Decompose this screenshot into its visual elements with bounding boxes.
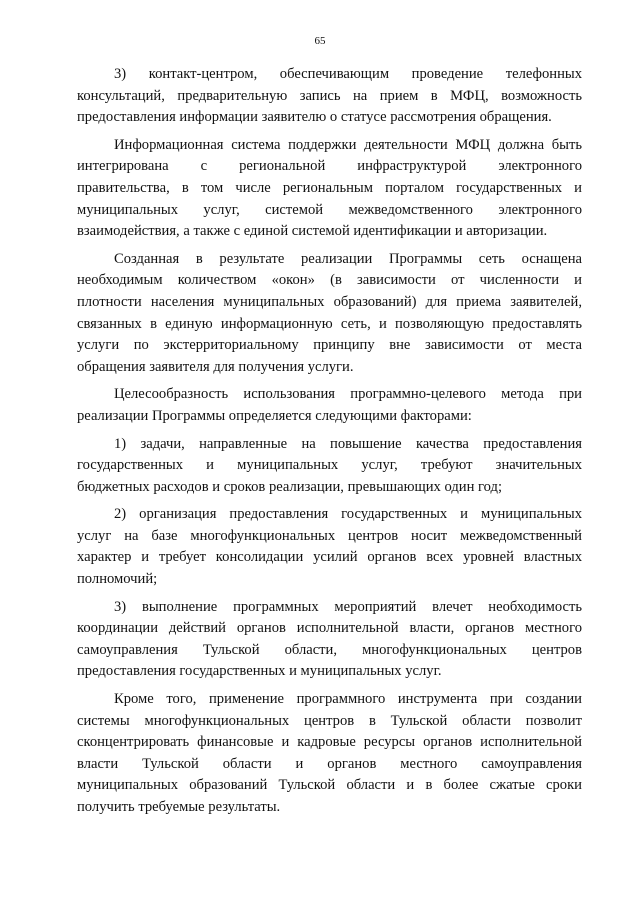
text-line: Информационная система поддержки деятельности МФЦ должна быть [114, 136, 582, 153]
paragraph-program-method [77, 384, 582, 427]
text-line: взаимодействия, а также с единой системой идентификации и авторизации. [77, 223, 548, 240]
text-line: консультаций, предварительную запись на прием в МФЦ, возможность [77, 87, 582, 104]
paragraph-program-instrument [77, 689, 582, 819]
text-line: плотности населения муниципальных образований) для приема заявителей, [77, 293, 582, 310]
text-line: 1) задачи, направленные на повышение качества предоставления [114, 435, 582, 452]
text-line: Целесообразность использования программно-целевого метода при [114, 386, 582, 403]
paragraph-factor-1 [77, 434, 582, 499]
text-line: Созданная в результате реализации Программы сеть оснащена [114, 250, 582, 267]
text-line: системы многофункциональных центров в Тульской области позволит [77, 712, 582, 729]
text-line: 3) выполнение программных мероприятий влечет необходимость [114, 598, 582, 615]
text-line: 2) организация предоставления государственных и муниципальных [114, 506, 582, 523]
text-line: услуг на базе многофункциональных центров носит межведомственный [77, 527, 582, 544]
text-line: координации действий органов исполнительной власти, органов местного [77, 620, 582, 637]
text-line: характер и требует консолидации усилий органов всех уровней властных [77, 549, 582, 566]
document-body [77, 64, 582, 825]
text-line: связанных в единую информационную сеть, и позволяющую предоставлять [77, 315, 582, 332]
text-line: муниципальных образований Тульской области и в более сжатые сроки [77, 777, 582, 794]
text-line: полномочий; [77, 571, 158, 588]
text-line: интегрирована с региональной инфраструктурой электронного [77, 158, 582, 175]
text-line: 3) контакт-центром, обеспечивающим проведение телефонных [114, 66, 582, 82]
paragraph-network [77, 249, 582, 379]
text-line: обращения заявителя для получения услуги. [77, 358, 354, 375]
text-line: необходимым количеством «окон» (в зависимости от численности и [77, 272, 582, 289]
paragraph-contact-center [77, 64, 582, 129]
text-line: получить требуемые результаты. [77, 799, 281, 815]
text-line: сконцентрировать финансовые и кадровые ресурсы органов исполнительной [77, 734, 582, 751]
text-line: самоуправления Тульской области, многофункциональных центров [77, 641, 582, 658]
text-line: услуги по экстерриториальному принципу вне зависимости от места [77, 337, 582, 354]
text-line: предоставления государственных и муниципальных услуг. [77, 663, 442, 680]
text-line: Кроме того, применение программного инструмента при создании [114, 691, 582, 708]
text-line: бюджетных расходов и сроков реализации, превышающих один год; [77, 478, 503, 495]
text-line: реализации Программы определяется следующими факторами: [77, 407, 472, 424]
text-line: предоставления информации заявителю о статусе рассмотрения обращения. [77, 109, 552, 126]
paragraph-factor-2 [77, 504, 582, 590]
text-line: муниципальных услуг, системой межведомственного электронного [77, 201, 582, 218]
paragraph-information-system [77, 135, 582, 243]
text-line: правительства, в том числе региональным порталом государственных и [77, 179, 582, 196]
paragraph-factor-3 [77, 597, 582, 683]
text-line: власти Тульской области и органов местного самоуправления [77, 755, 582, 772]
text-line: государственных и муниципальных услуг, требуют значительных [77, 457, 582, 474]
page-number: 65 [314, 35, 326, 47]
